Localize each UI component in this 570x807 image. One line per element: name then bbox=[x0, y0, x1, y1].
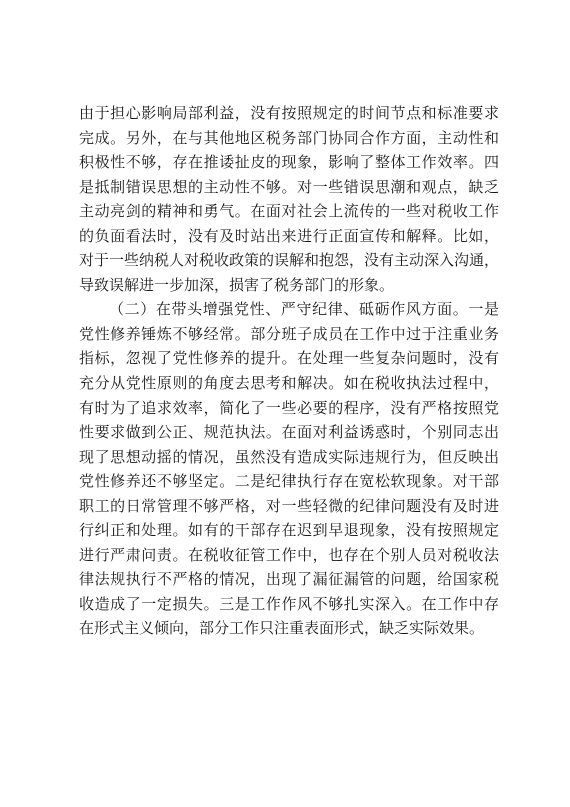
text-line: 有时为了追求效率，简化了一些必要的程序，没有严格按照党 bbox=[79, 398, 499, 417]
text-line: 性要求做到公正、规范执法。在面对利益诱惑时，个别同志出 bbox=[79, 423, 499, 442]
text-line: 是抵制错误思想的主动性不够。对一些错误思潮和观点，缺乏 bbox=[79, 177, 499, 196]
text-line: 职工的日常管理不够严格，对一些轻微的纪律问题没有及时进 bbox=[79, 496, 499, 515]
section-heading-line: （二）在带头增强党性、严守纪律、砥砺作风方面。一是 bbox=[109, 300, 499, 319]
text-line: 党性修养锤炼不够经常。部分班子成员在工作中过于注重业务 bbox=[79, 324, 499, 343]
text-line: 由于担心影响局部利益，没有按照规定的时间节点和标准要求 bbox=[79, 104, 499, 122]
text-line: 现了思想动摇的情况，虽然没有造成实际违规行为，但反映出 bbox=[79, 447, 499, 466]
text-line: 党性修养还不够坚定。二是纪律执行存在宽松软现象。对干部 bbox=[79, 472, 499, 491]
text-line: 在形式主义倾向，部分工作只注重表面形式，缺乏实际效果。 bbox=[79, 619, 485, 638]
text-line: 律法规执行不严格的情况，出现了漏征漏管的问题，给国家税 bbox=[79, 570, 499, 589]
text-line: 积极性不够，存在推诿扯皮的现象，影响了整体工作效率。四 bbox=[79, 153, 499, 172]
text-line: 行纠正和处理。如有的干部存在迟到早退现象，没有按照规定 bbox=[79, 521, 499, 540]
paragraph-end-line: 导致误解进一步加深，损害了税务部门的形象。 bbox=[79, 275, 395, 294]
text-line: 进行严肃问责。在税收征管工作中，也存在个别人员对税收法 bbox=[79, 545, 499, 564]
text-line: 充分从党性原则的角度去思考和解决。如在税收执法过程中， bbox=[79, 374, 499, 393]
text-line: 对于一些纳税人对税收政策的误解和抱怨，没有主动深入沟通， bbox=[79, 251, 500, 270]
text-line: 主动亮剑的精神和勇气。在面对社会上流传的一些对税收工作 bbox=[79, 202, 499, 221]
text-line: 指标，忽视了党性修养的提升。在处理一些复杂问题时，没有 bbox=[79, 349, 499, 368]
body-text bbox=[79, 101, 499, 641]
text-line: 的负面看法时，没有及时站出来进行正面宣传和解释。比如， bbox=[79, 226, 499, 245]
text-line: 完成。另外，在与其他地区税务部门协同合作方面，主动性和 bbox=[79, 128, 499, 147]
text-line: 收造成了一定损失。三是工作作风不够扎实深入。在工作中存 bbox=[79, 594, 499, 613]
